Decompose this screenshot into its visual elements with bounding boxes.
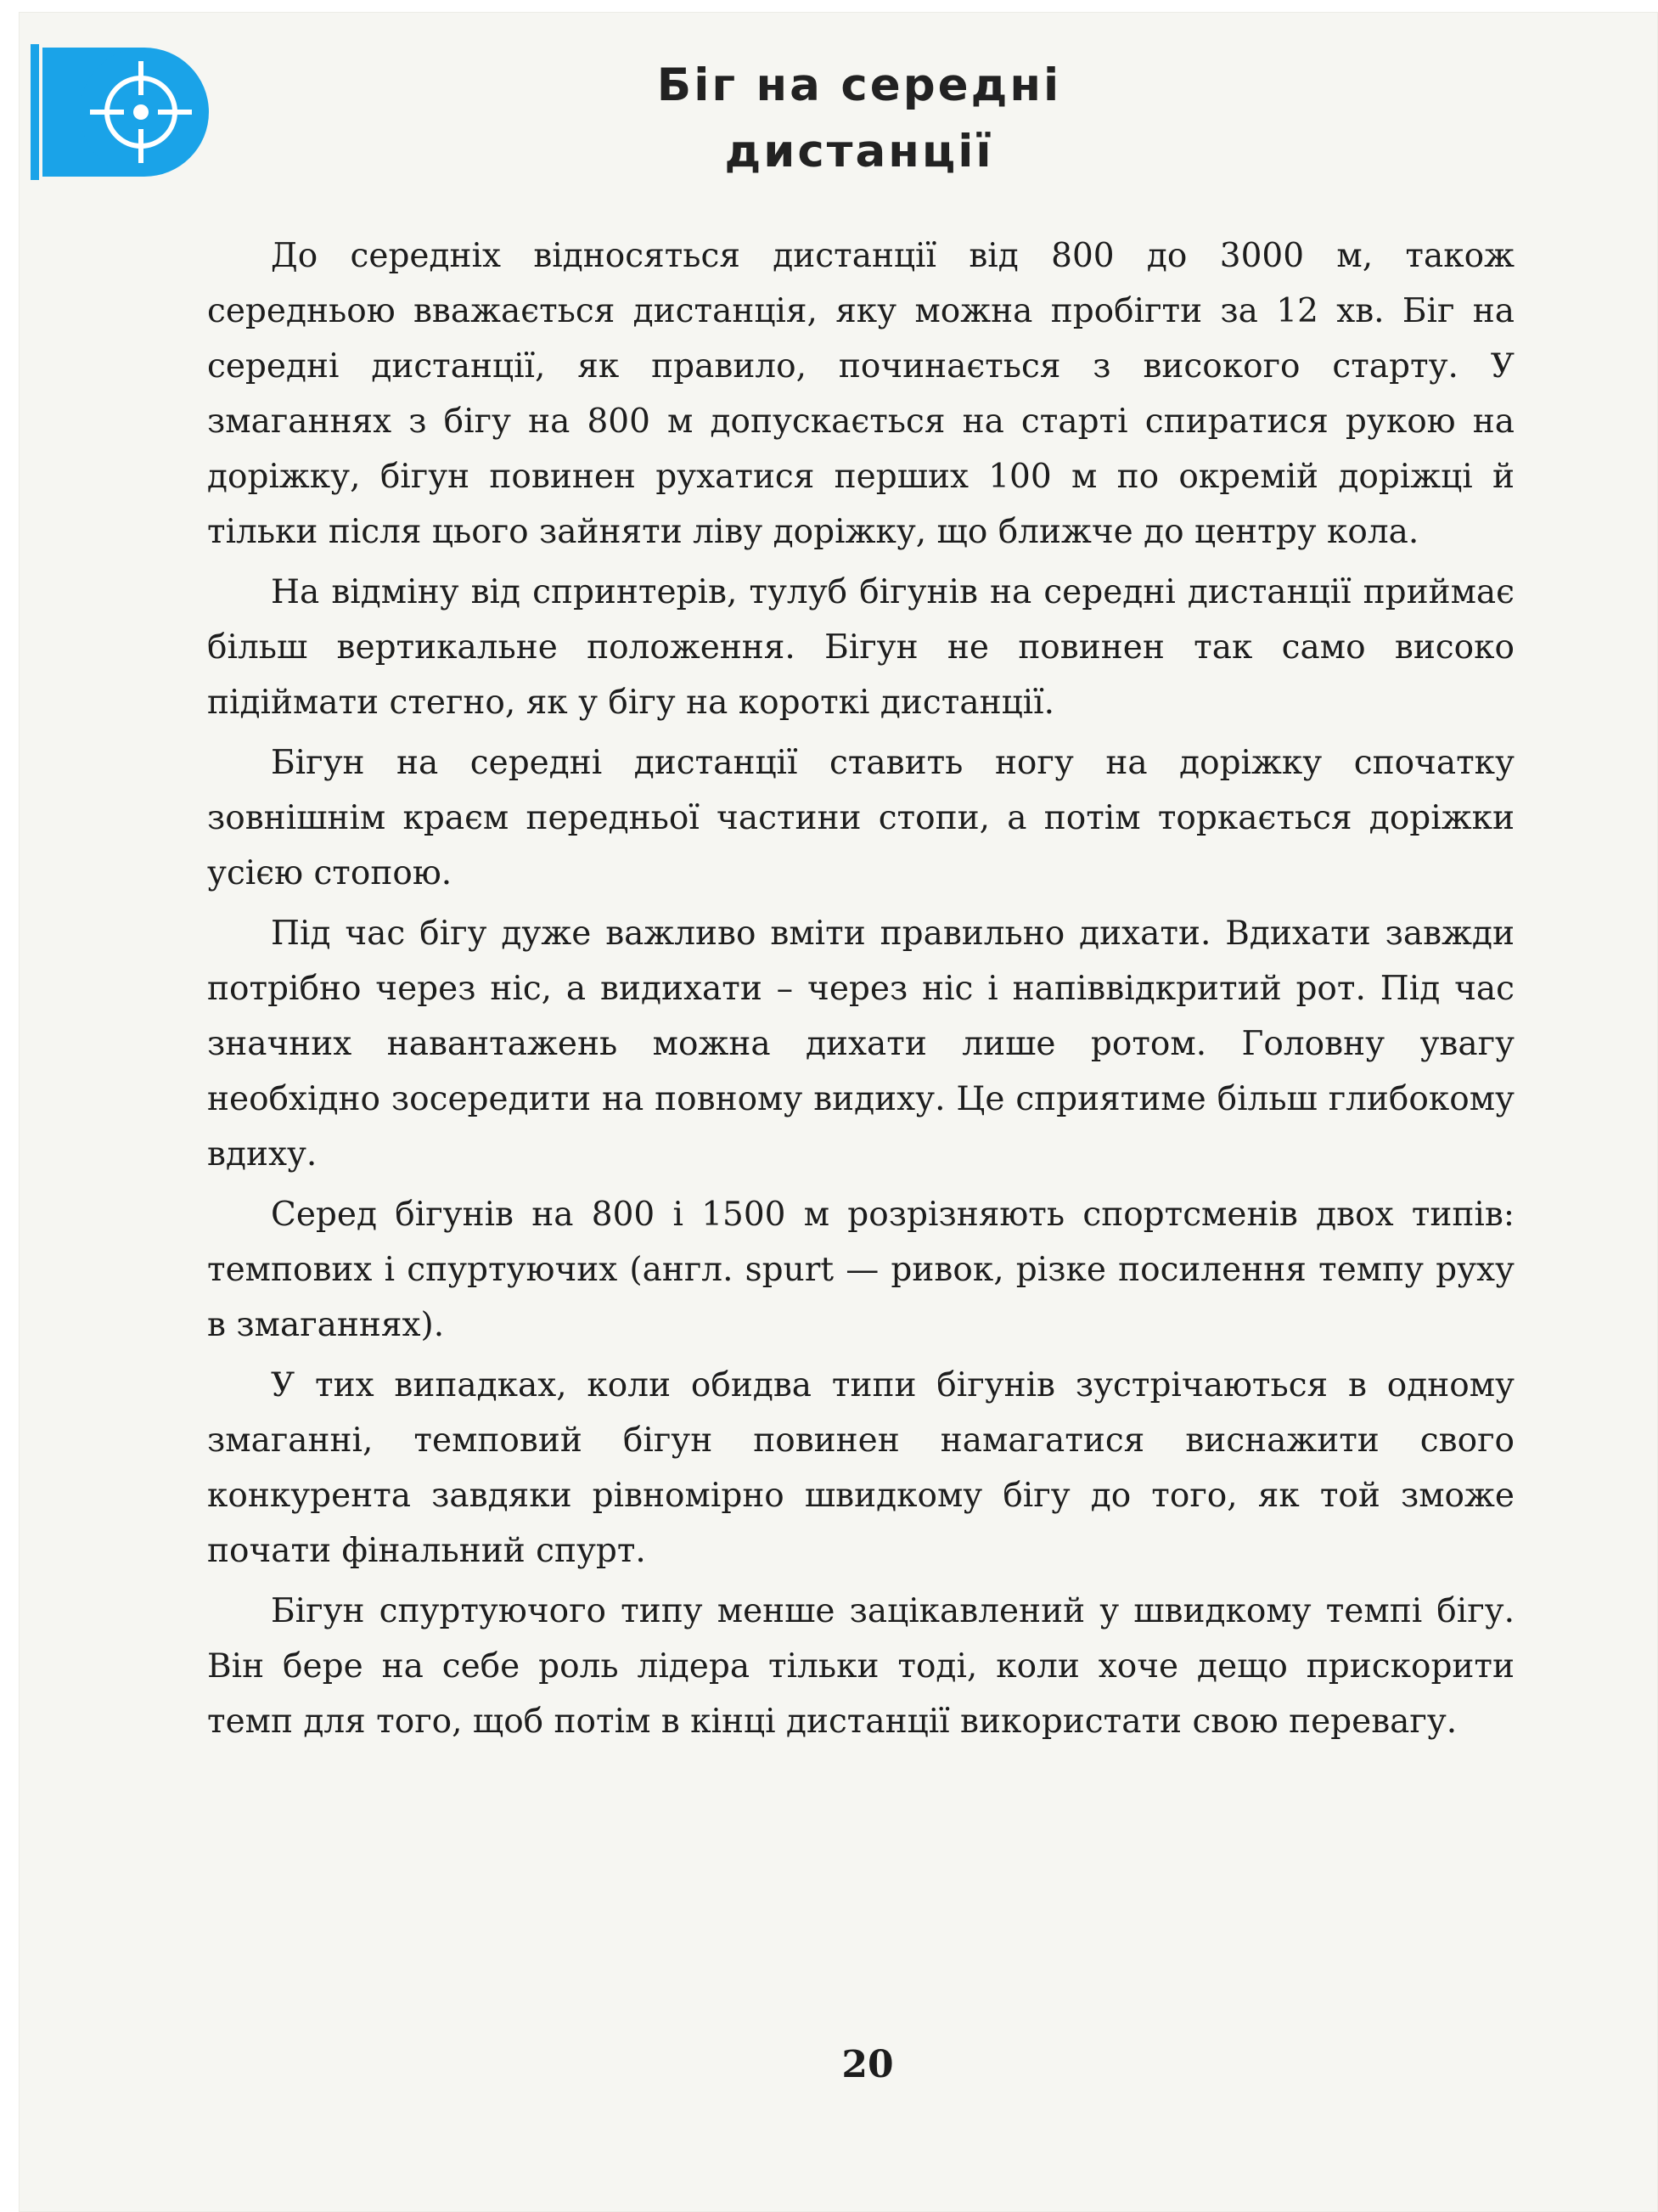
crosshair-target-icon <box>31 44 217 180</box>
title-line-2: дистанції <box>724 126 994 177</box>
paragraph: Бігун на середні дистанції ставить ногу на доріжку спочатку зовнішнім краєм передньої частини стопи, а потім торкається доріжки усією стопою. <box>207 744 1515 892</box>
body-text <box>207 228 1515 1754</box>
paragraph: На відміну від спринтерів, тулуб бігунів на середні дистанції приймає більш вертикальне положення. Бігун не повинен так само високо підіймати стегно, як у бігу на короткі дистанції. <box>207 573 1515 722</box>
paragraph: Серед бігунів на 800 і 1500 м розрізняють спортсменів двох типів: темпових і спуртуючих (англ. spurt — ривок, різке посилення темпу руху в змаганнях). <box>207 1196 1515 1344</box>
page-title <box>511 53 1207 185</box>
section-badge <box>31 44 217 180</box>
paragraph: До середніх відносяться дистанції від 800 до 3000 м, також середньою вважається дистанція, яку можна пробігти за 12 хв. Біг на середні дистанції, як правило, починається з високого старту. У змаганнях з бігу на 800 м допускається на старті спиратися рукою на доріжку, бігун повинен рухатися перших 100 м по окремій доріжці й тільки після цього зайняти ліву доріжку, що ближче до центру кола. <box>207 237 1515 551</box>
paragraph: У тих випадках, коли обидва типи бігунів зустрічаються в одному змаганні, темповий бігун повинен намагатися виснажити свого конкурента завдяки рівномірно швидкому бігу до того, як той зможе почати фінальний спурт. <box>207 1366 1515 1570</box>
page-number: 20 <box>841 2043 894 2086</box>
book-page <box>19 12 1658 2212</box>
title-line-1: Біг на середні <box>656 59 1062 111</box>
paragraph: Під час бігу дуже важливо вміти правильно дихати. Вдихати завжди потрібно через ніс, а видихати – через ніс і напіввідкритий рот. Під час значних навантажень можна дихати лише ротом. Головну увагу необхідно зосередити на повному видиху. Це сприятиме більш глибокому вдиху. <box>207 915 1515 1174</box>
paragraph: Бігун спуртуючого типу менше зацікавлений у швидкому темпі бігу. Він бере на себе роль лідера тільки тоді, коли хоче дещо прискорити темп для того, щоб потім в кінці дистанції використати свою перевагу. <box>207 1592 1515 1741</box>
